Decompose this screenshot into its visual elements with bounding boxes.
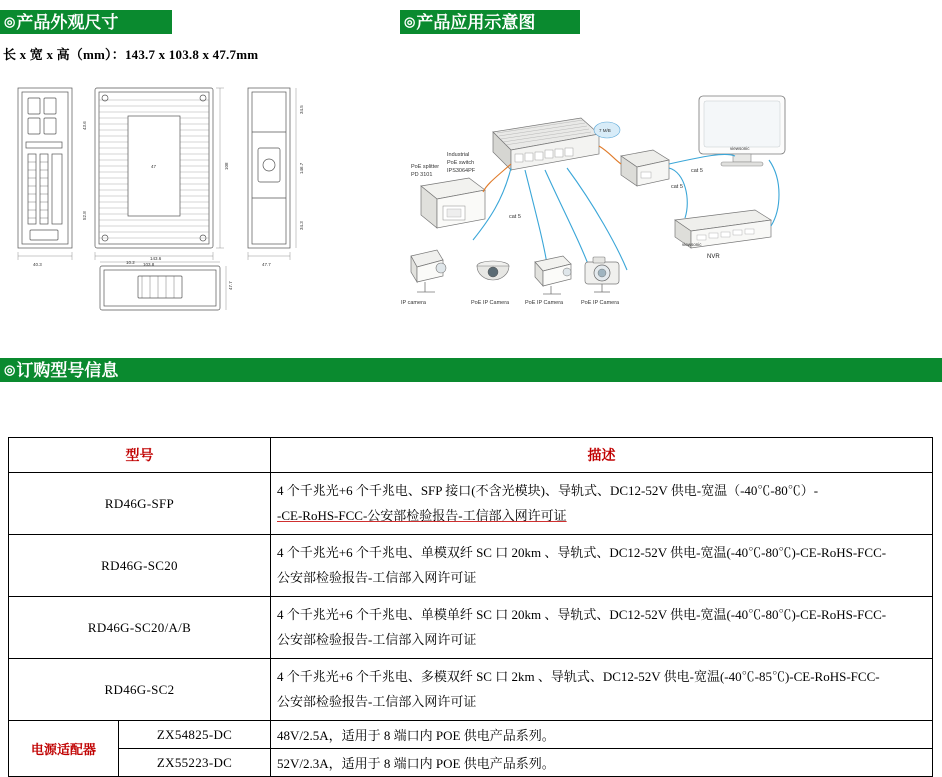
label-nvr-brand: viewsonic bbox=[682, 242, 702, 247]
description-line-1: 4 个千兆光+6 个千兆电、SFP 接口(不含光模块)、导轨式、DC12-52V 供电-宽温（-40℃-80℃）- bbox=[277, 482, 819, 498]
dim-plan-width: 103.8 bbox=[143, 262, 155, 267]
description-line-1: 4 个千兆光+6 个千兆电、多模双纤 SC 口 2km 、导轨式、DC12-52V 供电-宽温(-40℃-85℃)-CE-RoHS-FCC- bbox=[277, 668, 880, 684]
table-row bbox=[9, 473, 933, 535]
dim-top-small: 10.2 bbox=[126, 260, 135, 265]
description-line-2: 公安部检验报告-工信部入网许可证 bbox=[277, 693, 477, 709]
bullet-icon: ◎ bbox=[404, 14, 416, 29]
adapter-group-label: 电源适配器 bbox=[9, 721, 119, 777]
label-poe-camera-2: PoE IP Camera bbox=[525, 300, 564, 306]
description-line-1: 4 个千兆光+6 个千兆电、单模双纤 SC 口 20km 、导轨式、DC12-52V 供电-宽温(-40℃-80℃)-CE-RoHS-FCC- bbox=[277, 544, 887, 560]
bullet-icon: ◎ bbox=[4, 362, 16, 377]
section-header-ordering bbox=[0, 358, 942, 382]
model-name: RD46G-SFP bbox=[9, 473, 271, 535]
model-description bbox=[271, 473, 933, 535]
dim-right-h3: 146.7 bbox=[299, 162, 304, 174]
dim-right-h4: 34.3 bbox=[299, 221, 304, 230]
label-nvr: NVR bbox=[707, 254, 720, 260]
dim-front-bottom: 40.3 bbox=[33, 262, 42, 267]
description-line-2: 公安部检验报告-工信部入网许可证 bbox=[277, 569, 477, 585]
adapter-model: ZX55223-DC bbox=[119, 749, 271, 777]
dim-bottom-height: 47.7 bbox=[228, 281, 233, 290]
label-poe-camera-3: PoE IP Camera bbox=[581, 300, 620, 306]
label-poe-camera-1: PoE IP Camera bbox=[471, 300, 510, 306]
label-splitter-line1: PoE splitter bbox=[411, 164, 440, 170]
label-cable-3: cat 5 bbox=[691, 168, 703, 174]
section-header-application bbox=[400, 10, 580, 34]
model-name: RD46G-SC20/A/B bbox=[9, 597, 271, 659]
description-line-2: -CE-RoHS-FCC-公安部检验报告-工信部入网许可证 bbox=[277, 507, 567, 523]
model-description bbox=[271, 659, 933, 721]
label-cable-2: cat 5 bbox=[509, 214, 521, 220]
adapter-description: 52V/2.3A，适用于 8 端口内 POE 供电产品系列。 bbox=[271, 749, 933, 777]
model-description bbox=[271, 535, 933, 597]
model-description bbox=[271, 597, 933, 659]
dim-right-h2: 108 bbox=[224, 162, 229, 170]
table-row bbox=[9, 659, 933, 721]
label-ip-camera: IP camera bbox=[401, 300, 426, 306]
section-title-ordering: 订购型号信息 bbox=[16, 361, 119, 380]
dimension-note: 长 x 宽 x 高（mm）：143.7 x 103.8 x 47.7mm bbox=[3, 47, 259, 62]
bullet-icon: ◎ bbox=[4, 14, 16, 29]
model-name: RD46G-SC20 bbox=[9, 535, 271, 597]
table-header-row bbox=[9, 438, 933, 473]
label-cable-1: cat 5 bbox=[671, 184, 683, 190]
mechanical-drawings bbox=[0, 70, 395, 320]
table-row-adapter bbox=[9, 721, 933, 749]
ordering-table bbox=[8, 437, 933, 777]
table-row bbox=[9, 597, 933, 659]
table-row-adapter bbox=[9, 749, 933, 777]
label-fiber-tag: 7 M/B bbox=[599, 128, 611, 133]
dim-inner: 47 bbox=[151, 164, 157, 169]
label-switch-line3: IPS3064PF bbox=[447, 168, 476, 174]
section-title-application: 产品应用示意图 bbox=[416, 13, 536, 32]
dim-side-width: 47.7 bbox=[262, 262, 271, 267]
column-header-description: 描述 bbox=[271, 438, 933, 473]
label-splitter-line2: PD 3101 bbox=[411, 172, 433, 178]
model-name: RD46G-SC2 bbox=[9, 659, 271, 721]
label-switch-line1: Industrial bbox=[447, 152, 470, 158]
dim-right-h1: 34.5 bbox=[299, 105, 304, 114]
label-monitor-brand: viewsonic bbox=[730, 146, 750, 151]
table-row bbox=[9, 535, 933, 597]
description-line-1: 4 个千兆光+6 个千兆电、单模单纤 SC 口 20km 、导轨式、DC12-52V 供电-宽温(-40℃-80℃)-CE-RoHS-FCC- bbox=[277, 606, 887, 622]
dim-left-height2: 52.8 bbox=[82, 211, 87, 220]
adapter-description: 48V/2.5A，适用于 8 端口内 POE 供电产品系列。 bbox=[271, 721, 933, 749]
section-title-dimensions: 产品外观尺寸 bbox=[16, 13, 119, 32]
description-line-2: 公安部检验报告-工信部入网许可证 bbox=[277, 631, 477, 647]
column-header-model: 型号 bbox=[9, 438, 271, 473]
section-header-dimensions bbox=[0, 10, 172, 34]
adapter-model: ZX54825-DC bbox=[119, 721, 271, 749]
application-diagram bbox=[385, 60, 942, 320]
dim-bottom-width: 143.6 bbox=[150, 256, 162, 261]
label-switch-line2: PoE switch bbox=[447, 160, 475, 166]
dim-left-height: 43.6 bbox=[82, 121, 87, 130]
